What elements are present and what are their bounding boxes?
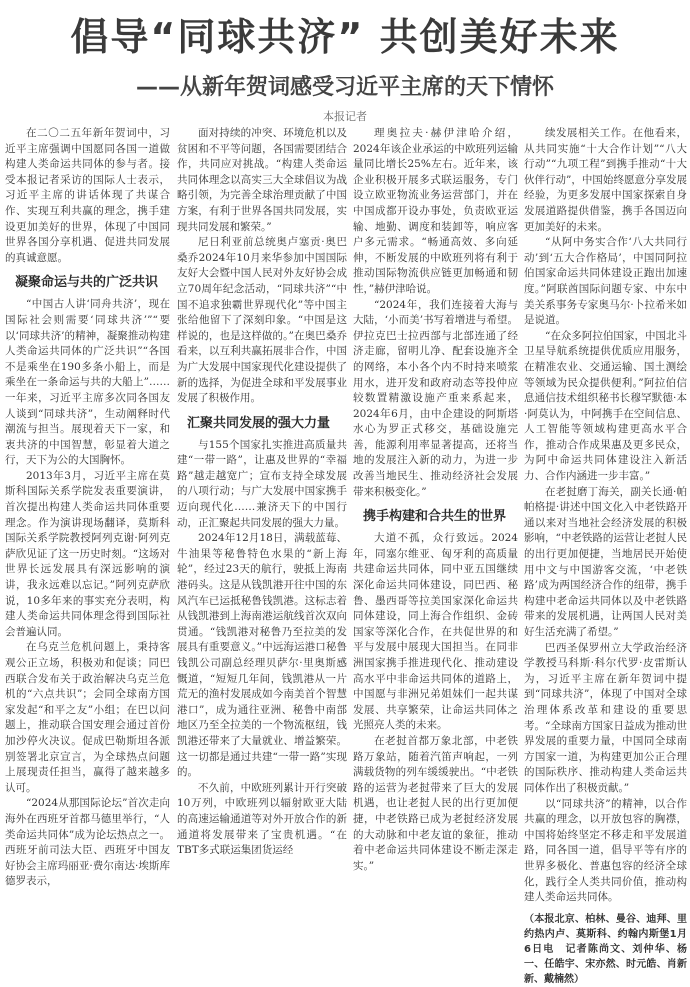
paragraph: “从阿中务实合作‘八大共同行动’到‘五大合作格局’，中国同阿拉伯国家命运共同体建设正跑出加速度。”阿联酋国际问题专家、中东中美关系事务专家奥马尔·卜拉希米如是说道。 (524, 236, 687, 327)
subheadline: ——从新年贺词感受习近平主席的天下情怀 (135, 75, 554, 100)
paragraph: 续发展相关工作。在他看来，从共同实施“十大合作计划”“八大行动”“九项工程”到携手推动“十大伙伴行动”，中国始终愿意分享发展经验，为更多发展中国家探索自身发展道路提供借鉴，携手各国迈向更加美好的未来。 (524, 127, 687, 233)
paragraph: 理奥拉夫·赫伊津哈介绍，2024年该企业承运的中欧班列运输量同比增长25%左右。近年来，该企业积极开展多式联运服务，专门设立欧亚物流业务运营部门，并在中国成都开设办事处，负责欧亚运输、地勤、调度和装卸等，响应客户多元需求。“畅通高效、多向延伸，不断发展的中欧班列将有利于推动国际物流供应链更加畅通和韧性，”赫伊津哈说。 (353, 127, 518, 295)
paragraph: 不久前，中欧班列累计开行突破10万列，中欧班列以辐射欧亚大陆的高速运输通道等对外开放合作的新通道将发展带来了宝贵机遇。“在TBT多式联运集团货运经 (177, 781, 347, 857)
paragraph: “在众多阿拉伯国家，中国北斗卫星导航系统提供优质应用服务，在精准农业、交通运输、国土测绘等领域为民众提供便利。”阿拉伯信息通信技术组织秘书长穆罕默德·本·阿莫认为，中阿携手在空间信息、人工智能等领域构建更高水平合作，推动合作成果惠及更多民众，为阿中命运共同体建设注入新活力、合作内涵进一步丰富。” (524, 329, 687, 483)
section-heading: 凝聚命运与共的广泛共识 (15, 275, 159, 291)
column-2 (177, 126, 347, 857)
paragraph: 巴西圣保罗州立大学政治经济学教授马科斯·科尔代罗·皮雷斯认为，习近平主席在新年贺词中提到“同球共济”，体现了中国对全球治理体系改革和建设的重要思考。“全球南方国家日益成为推动世界发展的重要力量，中国同全球南方国家一道，为构建更加公正合理的国际秩序、推动构建人类命运共同体作出了积极贡献。” (524, 641, 687, 794)
section-heading: 汇聚共同发展的强大力量 (187, 415, 331, 431)
paragraph: 以“同球共济”的精神，以合作共赢的理念，以开放包容的胸襟，中国将始终坚定不移走和平发展道路，同各国一道，倡导平等有序的世界多极化、普惠包容的经济全球化，践行全人类共同价值，推动构建人类命运共同体。 (524, 797, 687, 904)
paragraph: 2024年12月18日，满载蓝莓、牛油果等秘鲁特色水果的“新上海轮”，经过23天的航行，驶抵上海南港码头。这是从钱凯港开往中国的东风汽车已运抵秘鲁钱凯港。这标志着从钱凯港到上海南港运航线首次双向贯通。“钱凯港对秘鲁乃至拉美的发展具有重要意义。”中远海运港口秘鲁钱凯公司副总经理贝萨尔·里奥斯感慨道，“短短几年间，钱凯港从一片荒无的渔村发展成如今南美首个智慧港口”，成为通往亚洲、秘鲁中南部地区乃至全拉美的一个物流枢纽，钱凯港还带来了大量就业、增益繁荣。这一切都是通过共建“一带一路”实现的。 (177, 532, 347, 779)
paragraph: 大道不孤，众行致远。2024年，同塞尔维亚、匈牙利的高质量共建命运共同体，同中亚五国继续深化命运共同体建设，同巴西、秘鲁、墨西哥等拉美国家深化命运共同体建设，同上海合作组织、金砖国家等深化合作，在共促世界的和平与发展中展现大国担当。在同非洲国家携手推进现代化、推动建设高水平中非命运共同体的道路上，中国愿与非洲兄弟姐妹们一起共谋发展、共享繁荣，让命运共同体之光照亮人类的未来。 (353, 532, 518, 732)
headline: 倡导“同球共济” 共创美好未来 (70, 15, 620, 59)
paragraph: 面对持续的冲突、环境危机以及贫困和不平等问题，各国需要团结合作，共同应对挑战。“构建人类命运共同体理念以高实三大全球倡议为战略引领，为完善全球治理贡献了中国方案，有利于世界各国共同发展，实现共同发展和繁荣。” (177, 127, 347, 233)
paragraph: “2024年，我们连接着大海与大陆，‘小而美’书写着增进与希望。伊拉克巴士拉西部与北部连通了经济走廊，留明儿净、配套设施齐全的网络，本小各个内不时持来喷浆用水，进开发和政府动态等投仲应较数置精激设施产重来系起来，2024年6月，由中企建设的阿斯塔水心为罗正式移交，基础设施完善，能源利用率显著提高，还将当地的发展注入新的动力，为进一步改善当地民生、推动经济社会发展带来积极变化。” (353, 298, 518, 498)
paragraph: 在二〇二五年新年贺词中，习近平主席强调中国愿同各国一道做构建人类命运共同体的参与者。接受本报记者采访的国际人士表示，习近平主席的讲话体现了共谋合作、实现互利共赢的理念，携手建设更加美好的世界，体现了中国同世界各国分享机遇、促进共同发展的真诚意愿。 (5, 127, 170, 264)
reporter-credit: （本报北京、柏林、曼谷、迪拜、里约热内卢、莫斯科、约翰内斯堡1月6日电 记者陈尚文、刘仲华、杨一、任皓宇、宋亦然、时元皓、肖新新、戴楠然） (524, 913, 687, 985)
paragraph: 与155个国家扎实推进高质量共建“一带一路”，让惠及世界的“幸福路”越走越宽广；宣布支持全球发展的八项行动；与广大发展中国家携手迈向现代化……兼济天下的中国行动，正汇聚起共同发展的强大力量。 (177, 438, 347, 529)
paragraph: “中国古人讲‘同舟共济’，现在国际社会则需要‘同球共济’”“要以‘同球共济’的精神，凝聚推动构建人类命运共同体的广泛共识”“各国不是乘坐在190多条小船上，而是乘坐在一条命运与共的大船上”……一年来，习近平主席多次同各国友人谈到“同球共济”，生动阐释时代潮流与担当。展现着天下一家，和衷共济的中国智慧，彰显着大道之行，天下为公的大国胸怀。 (5, 298, 170, 467)
column-3 (353, 126, 518, 872)
paragraph: 2013年3月，习近平主席在莫斯科国际关系学院发表重要演讲，首次提出构建人类命运共同体重要理念。作为演讲现场翻译，莫斯科国际关系学院教授阿列克谢·阿列克萨欣见证了这一历史时刻。“这场对世界长远发展具有深远影响的演讲，我永远难以忘记。”阿列克萨欣说，10多年来的事实充分表明，构建人类命运共同体理念得到国际社会普遍认同。 (5, 469, 170, 638)
paragraph: 在老挝磨丁海关，副关长通·帕帕格提·讲述中国文化入中老铁路开通以来对当地社会经济发展的积极影响，“中老铁路的运营让老挝人民的出行更加便捷，当地居民开始使用中文与中国游客交流，‘中老铁路’成为两国经济合作的纽带，携手构建中老命运共同体以及中老铁路带来的发展机遇，让两国人民对美好生活充满了希望。” (524, 485, 687, 638)
column-1 (5, 126, 170, 888)
paragraph: 在老挝首都万象北部，中老铁路万象站，随着汽笛声响起，一列满载货物的列车缓缓驶出。“中老铁路的运营为老挝带来了巨大的发展机遇，也让老挝人民的出行更加便捷，中老铁路已成为老挝经济发展的大动脉和中老友谊的象征，推动着中老命运共同体建设不断走深走实。” (353, 734, 518, 872)
column-4 (524, 126, 687, 985)
byline: 本报记者 (323, 110, 367, 123)
paragraph: 尼日利亚前总统奥卢塞贡·奥巴桑乔2024年10月来华参加中国国际友好大会暨中国人民对外友好协会成立70周年纪念活动，“同球共济”“中国不追求独霸世界现代化”等中国主张给他留下了深刻印象。“中国是这样说的，也是这样做的。”在奥巴桑乔看来，以互利共赢拓展非合作，中国为广大发展中国家现代化建设提供了新的选择，为促进全球和平发展事业发展了积极作用。 (177, 236, 347, 405)
paragraph: 在乌克兰危机问题上，秉持客观公正立场，积极劝和促谈；同巴西联合发布关于政治解决乌克兰危机的“六点共识”；会同全球南方国家发起“和平之友”小组；在巴以问题上，推动联合国安理会通过首份加沙停火决议。促成巴勒斯坦各派别签署北京宣言，为全球热点问题上展现责任担当，赢得了越来越多认可。 (5, 641, 170, 794)
paragraph: “2024从那国际论坛”首次走向海外在西班牙首都马德里举行，“人类命运共同体”成为论坛热点之一。西班牙前司法大臣、西班牙中国友好协会主席玛丽亚·费尔南达·埃斯库德罗表示， (5, 797, 170, 888)
section-heading: 携手构建和合共生的世界 (363, 509, 507, 525)
